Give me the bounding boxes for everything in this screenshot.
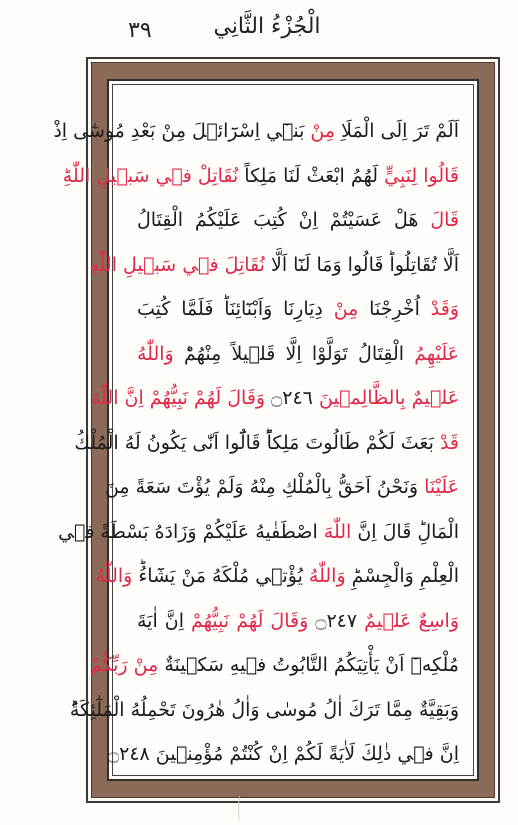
highlighted-text: وَقَالَ لَهُمْ نَبِيُّهُمْ اِنَّ اللّٰهَ (90, 387, 266, 409)
text-line (90, 643, 459, 688)
text-line (58, 510, 459, 555)
highlighted-text: اللّٰهَ (323, 520, 352, 543)
page-crease (238, 795, 243, 823)
text-segment: اَلَمْ تَرَ اِلَى الْمَلَاِ (335, 120, 459, 142)
highlighted-text: نُقَاتِلْ ف۪ي سَب۪يلِ اللّٰهِؕ (62, 164, 239, 187)
text-line (74, 421, 459, 466)
text-line (137, 198, 459, 243)
text-segment: اُخْرِجْنَا (358, 298, 431, 320)
page-header (0, 0, 518, 52)
text-segment: وَبَقِيَّةٌ مِمَّا تَرَكَ اٰلُ مُوسٰى وَاٰلُ هٰرُونَ تَحْمِلُهُ الْمَلٰٓئِكَةُؕ (69, 698, 459, 721)
text-segment: ۝٢٤٦ (265, 387, 319, 409)
highlighted-text: وَاللّٰهُ (308, 565, 346, 587)
text-line (90, 376, 459, 421)
highlighted-text: قَالَ (430, 209, 459, 231)
text-segment: يُؤْت۪ي مُلْكَهُ مَنْ يَشَٓاءُؕ (132, 565, 309, 587)
highlighted-text: مِنْ (310, 120, 336, 142)
highlighted-text: وَقَالَ لَهُمْ نَبِيُّهُمْ (191, 609, 309, 632)
highlighted-text: نُقَاتِلَ ف۪ي سَب۪يلِ اللّٰهِ (89, 253, 265, 276)
text-segment: الْقِتَالُ تَوَلَّوْا اِلَّا قَل۪يلاً مِنْهُمْؕ (173, 342, 415, 365)
decorative-border (53, 62, 495, 798)
highlighted-text: مِنْ رَبِّكُمْ (90, 654, 159, 676)
text-segment: اِنَّ اٰيَةَ (137, 609, 192, 632)
text-line (62, 154, 459, 199)
highlighted-text: عَلَيْهِمُ (414, 342, 459, 365)
highlighted-text: عَل۪يمٌ بِالظَّالِم۪ينَ (318, 387, 459, 409)
text-line (137, 599, 459, 644)
highlighted-text: قَالُوا لِنَبِيٍّ (384, 164, 459, 187)
text-panel (53, 79, 479, 781)
highlighted-text: وَاللّٰهُ (95, 565, 133, 587)
text-segment: بَعَثَ لَكُمْ طَالُوتَ مَلِكاًؕ قَالُٓوا اَنّٰى يَكُونُ لَهُ الْمُلْكُ (74, 431, 440, 454)
highlighted-text: وَاسِعٌ عَل۪يمٌ (364, 609, 460, 632)
text-line (137, 332, 459, 377)
highlighted-text: مِنْ (333, 298, 359, 320)
text-line (95, 554, 459, 599)
quran-text (53, 109, 460, 777)
text-line (89, 243, 459, 288)
text-line (69, 688, 459, 733)
text-segment: الْمَالِؕ قَالَ اِنَّ (351, 520, 459, 543)
page-number: ٣٩ (128, 18, 152, 43)
text-segment: الْعِلْمِ وَالْجِسْمِؕ (345, 565, 459, 587)
text-segment: مُلْكِه۪ٓ اَنْ يَأْتِيَكُمُ التَّابُوتُ ف۪يهِ سَك۪ينَةٌ (158, 654, 459, 676)
highlighted-text: قَدْ (439, 431, 459, 454)
text-line (137, 287, 459, 332)
text-line (104, 465, 459, 510)
text-segment: ۝٢٤٧ (308, 609, 365, 632)
highlighted-text: وَقَدْ (430, 298, 459, 320)
text-segment: اصْطَفٰيهُ عَلَيْكُمْ وَزَادَهُ بَسْطَةً ف۪ي (58, 520, 324, 543)
text-segment: هَلْ عَسَيْتُمْ اِنْ كُتِبَ عَلَيْكُمُ الْقِتَالُ (137, 209, 431, 231)
text-segment: اَلَّا تُقَاتِلُواؕ قَالُوا وَمَا لَنَٓا اَلَّا (264, 253, 459, 276)
highlighted-text: عَلَيْنَا (424, 476, 459, 498)
text-segment: دِيَارِنَا وَاَبْنَٓائِنَاؕ فَلَمَّا كُتِبَ (137, 298, 334, 320)
text-line (107, 732, 459, 777)
text-segment: اِنَّ ف۪ي ذٰلِكَ لَاٰيَةً لَكُمْ اِنْ كُنْتُمْ مُؤْمِن۪ينَ ۝٢٤٨ (107, 743, 459, 765)
text-segment: وَنَحْنُ اَحَقُّ بِالْمُلْكِ مِنْهُ وَلَمْ يُؤْتَ سَعَةً مِنَ (104, 476, 425, 498)
text-segment: بَن۪ٓي اِسْرَٓائ۪لَ مِنْ بَعْدِ مُوسٰٓى اِذْ (53, 120, 311, 142)
juz-title: الْجُزْءُ الثَّانِي (213, 14, 321, 39)
highlighted-text: وَاللّٰهُ (137, 342, 174, 365)
text-segment: لَهُمُ ابْعَثْ لَنَا مَلِكاً (238, 164, 385, 187)
page-frame (53, 57, 500, 803)
text-line (53, 109, 459, 154)
